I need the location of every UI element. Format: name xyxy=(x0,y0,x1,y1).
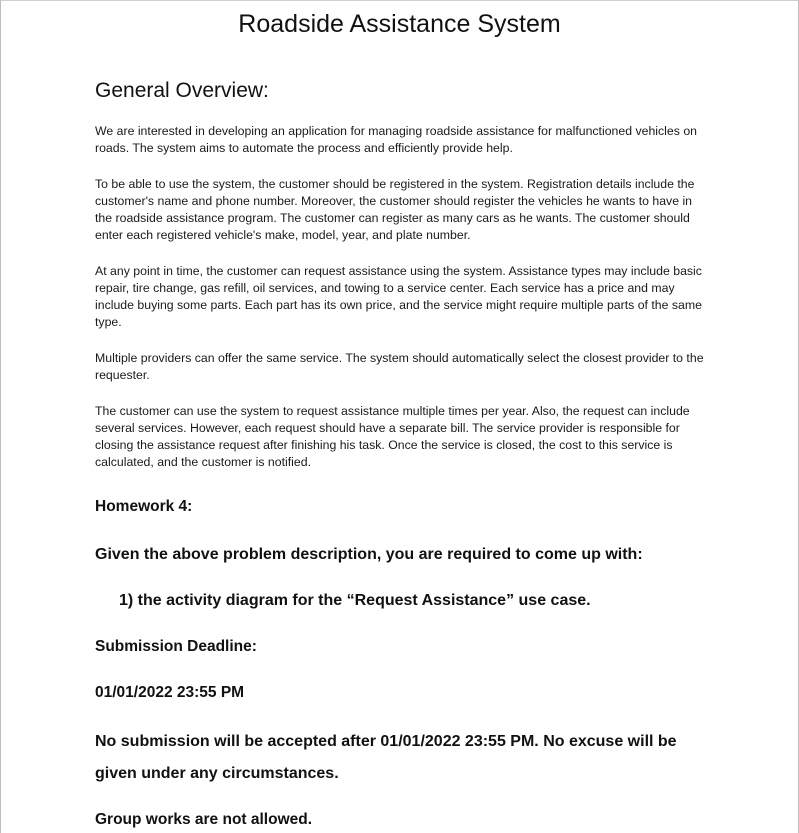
paragraph-assistance-types: At any point in time, the customer can request assistance using the system. Assistance types may include basic repair, tire change, gas refill, oil services, and towing to a service center. Each service has a price and may include buying some parts. Each part has its own price, and the service might require multiple parts of the same type. xyxy=(95,264,702,329)
task-instruction: Given the above problem description, you are required to come up with: xyxy=(95,546,643,563)
group-work-policy: Group works are not allowed. xyxy=(95,811,313,828)
late-policy-line-2: given under any circumstances. xyxy=(95,765,339,782)
paragraph-providers: Multiple providers can offer the same service. The system should automatically select the closest provider to the requester. xyxy=(95,351,704,382)
section-heading-general-overview: General Overview: xyxy=(95,79,269,102)
late-policy-line-1: No submission will be accepted after 01/01/2022 23:55 PM. No excuse will be xyxy=(95,733,677,750)
homework-label: Homework 4: xyxy=(95,498,193,515)
deadline-label: Submission Deadline: xyxy=(95,638,257,655)
paragraph-registration: To be able to use the system, the customer should be registered in the system. Registration details include the customer's name and phone number. Moreover, the customer should register the vehicles he wants to have in the roadside assistance program. The customer can register as many cars as he wants. The customer should enter each registered vehicle's make, model, year, and plate number. xyxy=(95,177,695,242)
task-list-item: 1) the activity diagram for the “Request Assistance” use case. xyxy=(119,592,591,609)
paragraph-intro: We are interested in developing an application for managing roadside assistance for malfunctioned vehicles on roads. The system aims to automate the process and efficiently provide help. xyxy=(95,124,698,155)
paragraph-requests: The customer can use the system to request assistance multiple times per year. Also, the request can include several services. However, each request should have a separate bill. The service provider is responsible for closing the assistance request after finishing his task. Once the service is closed, the cost to this service is calculated, and the customer is notified. xyxy=(95,404,690,469)
deadline-value: 01/01/2022 23:55 PM xyxy=(95,684,245,701)
document-title: Roadside Assistance System xyxy=(238,10,561,38)
